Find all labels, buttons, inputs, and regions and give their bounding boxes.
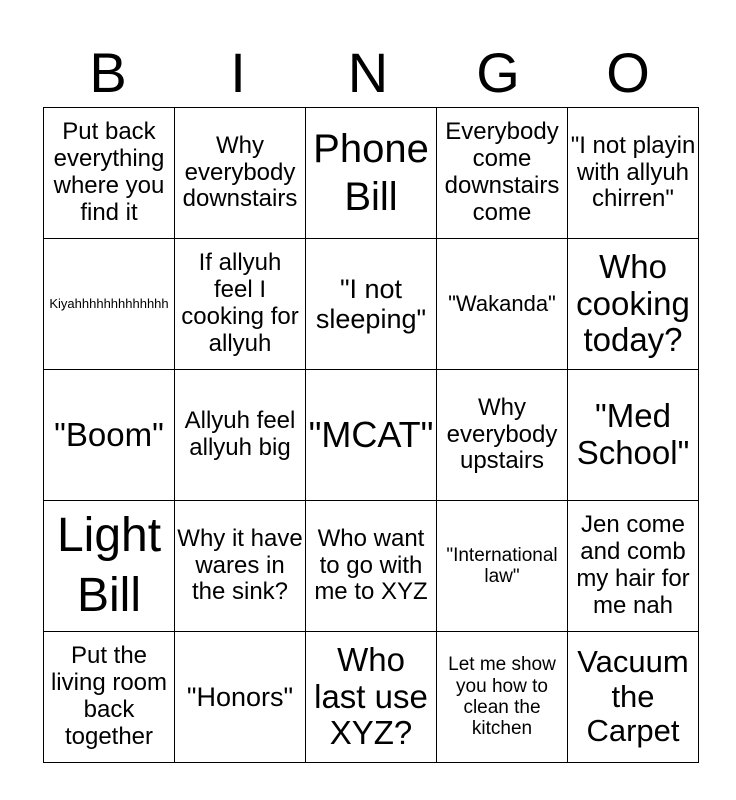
cell-text: Who cooking today?: [576, 247, 690, 359]
cell-text: Phone Bill: [313, 127, 429, 219]
cell-text: "Boom": [54, 415, 164, 453]
cell-text: "MCAT": [308, 414, 434, 456]
bingo-row: [44, 632, 699, 763]
bingo-row: [44, 501, 699, 632]
cell-text: "Med School": [576, 397, 690, 471]
bingo-cell: [175, 501, 306, 632]
bingo-cell: [44, 501, 175, 632]
bingo-row: [44, 370, 699, 501]
cell-text: Put back everything where you find it: [53, 118, 165, 226]
bingo-cell: [437, 632, 568, 763]
cell-text: Why everybody upstairs: [446, 393, 558, 475]
cell-text: Let me show you how to clean the kitchen: [448, 654, 556, 740]
header-letter-i: I: [230, 41, 246, 104]
cell-text: Vacuum the Carpet: [577, 643, 689, 749]
cell-text: Why it have wares in the sink?: [177, 524, 303, 606]
bingo-row: [44, 108, 699, 239]
cell-text: Put the living room back together: [50, 642, 168, 750]
bingo-cell: [44, 632, 175, 763]
bingo-row: [44, 239, 699, 370]
header-letter-g: G: [476, 41, 520, 104]
cell-text: Why everybody downstairs: [182, 131, 298, 213]
cell-text: Light Bill: [56, 509, 162, 622]
bingo-card: [43, 107, 699, 763]
bingo-cell: [437, 501, 568, 632]
bingo-cell: [306, 501, 437, 632]
bingo-cell: [44, 108, 175, 239]
bingo-cell: [306, 632, 437, 763]
bingo-cell: [568, 501, 699, 632]
header-letter-b: B: [89, 41, 127, 104]
header-letter-n: N: [347, 41, 389, 104]
bingo-cell: [437, 239, 568, 370]
bingo-cell: [306, 108, 437, 239]
bingo-cell: [568, 239, 699, 370]
bingo-cell: [437, 108, 568, 239]
bingo-cell: [306, 239, 437, 370]
cell-text: Jen come and comb my hair for me nah: [576, 511, 690, 619]
bingo-cell: [306, 370, 437, 501]
bingo-cell: [44, 370, 175, 501]
bingo-header: [43, 38, 693, 108]
bingo-cell: [175, 239, 306, 370]
bingo-cell: [568, 632, 699, 763]
cell-text: Kiyahhhhhhhhhhhhh: [49, 295, 169, 311]
cell-text: "I not playin with allyuh chirren": [570, 131, 696, 213]
bingo-cell: [44, 239, 175, 370]
bingo-cell: [437, 370, 568, 501]
cell-text: "I not sleeping": [315, 273, 427, 334]
cell-text: If allyuh feel I cooking for allyuh: [181, 249, 299, 357]
bingo-cell: [175, 108, 306, 239]
bingo-cell: [568, 370, 699, 501]
cell-text: Allyuh feel allyuh big: [184, 407, 296, 461]
cell-text: Everybody come downstairs come: [444, 118, 560, 226]
cell-text: "Wakanda": [448, 290, 556, 316]
bingo-cell: [175, 632, 306, 763]
cell-text: "International law": [446, 544, 558, 587]
header-letter-o: O: [606, 41, 650, 104]
cell-text: Who want to go with me to XYZ: [314, 524, 428, 606]
cell-text: "Honors": [186, 681, 294, 712]
cell-text: Who last use XYZ?: [314, 640, 428, 752]
bingo-cell: [175, 370, 306, 501]
bingo-cell: [568, 108, 699, 239]
